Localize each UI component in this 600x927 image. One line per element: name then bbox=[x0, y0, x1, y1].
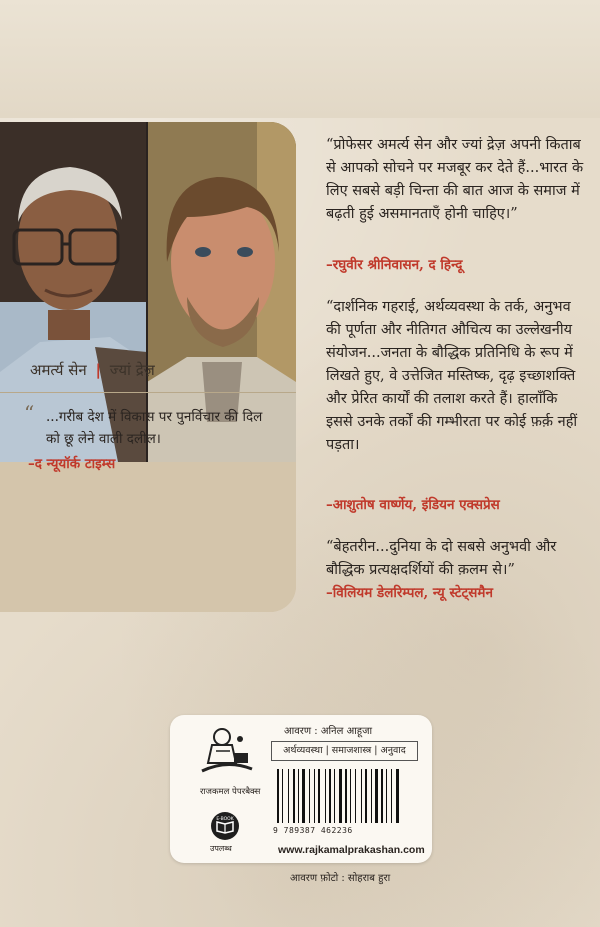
quote-mark-icon: “ bbox=[24, 401, 35, 425]
cover-designer-credit: आवरण : अनिल आहूजा bbox=[284, 726, 373, 737]
isbn-number: 9 789387 462236 bbox=[273, 826, 353, 835]
left-quote bbox=[24, 401, 280, 450]
ebook-icon bbox=[210, 811, 240, 841]
barcode-graphic bbox=[273, 769, 423, 825]
top-background-band bbox=[0, 0, 600, 118]
quote-2-text: “दार्शनिक गहराई, अर्थव्यवस्था के तर्क, अनुभव की पूर्णता और नीतिगत औचित्य का उल्लेखनीय संयोजन...जनता के बौद्धिक प्रतिनिधि के रूप में लिखते हुए, वे उत्तेजित मस्तिष्क, दृढ़ इच्छाशक्ति और प्रेरित कार्यों की तलाश करते हैं। हालाँकि इससे उनके तर्कों की गम्भीरता पर कोई फ़र्क़ नहीं पड़ता। bbox=[326, 299, 578, 453]
left-quote-text: ...गरीब देश में विकास पर पुनर्विचार की दिल को छू लेने वाली दलील। bbox=[46, 409, 263, 447]
author-names bbox=[30, 360, 155, 380]
publisher-website: www.rajkamalprakashan.com bbox=[278, 844, 425, 856]
photo-credit: आवरण फ़ोटो : सोहराब हुरा bbox=[290, 873, 391, 884]
ebook-label: E-BOOK bbox=[216, 817, 234, 822]
ebook-availability: उपलब्ध bbox=[210, 844, 232, 853]
quote-3-text: “बेहतरीन...दुनिया के दो सबसे अनुभवी और बौद्धिक प्रत्यक्षदर्शियों की क़लम से।” bbox=[326, 539, 557, 578]
left-quote-source: –द न्यूयॉर्क टाइम्स bbox=[28, 456, 116, 472]
category-labels: अर्थव्यवस्था | समाजशास्त्र | अनुवाद bbox=[271, 741, 418, 761]
publisher-logo-icon bbox=[198, 723, 256, 779]
name-separator: | bbox=[95, 361, 101, 379]
author-name-2: ज्यां द्रेज़ bbox=[109, 361, 155, 379]
quote-1-source: –रघुवीर श्रीनिवासन, द हिन्दू bbox=[326, 257, 463, 273]
publisher-name: राजकमल पेपरबैक्स bbox=[200, 787, 261, 797]
publisher-info-box bbox=[170, 715, 432, 863]
author-name-1: अमर्त्य सेन bbox=[30, 361, 87, 379]
caption-area bbox=[0, 462, 296, 612]
quote-2-source: –आशुतोष वार्ष्णेय, इंडियन एक्सप्रेस bbox=[326, 497, 500, 513]
quote-3-source: –विलियम डेलरिम्पल, न्यू स्टेट्समैन bbox=[326, 585, 493, 601]
names-divider bbox=[0, 392, 296, 393]
quote-1-text: “प्रोफेसर अमर्त्य सेन और ज्यां द्रेज़ अपनी किताब से आपको सोचने पर मजबूर कर देते हैं...भारत के लिए सबसे बड़ी चिन्ता की बात आज के समाज में बढ़ती हुई असमानताएँ होनी चाहिए।” bbox=[326, 137, 584, 222]
